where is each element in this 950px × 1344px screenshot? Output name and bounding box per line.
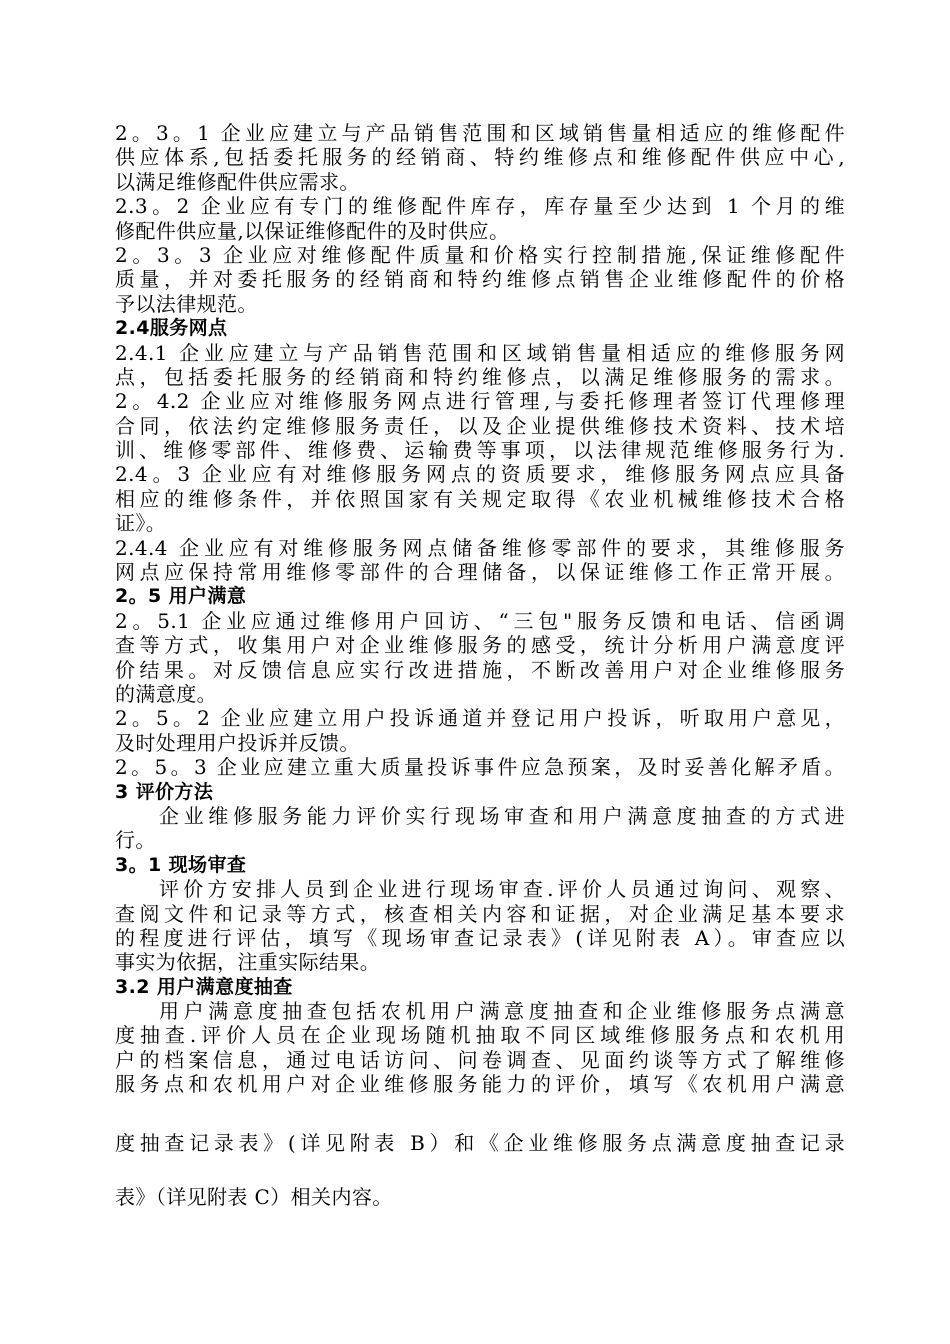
document-paragraph-line: 证》。 xyxy=(115,511,167,536)
section-heading: 3 评价方法 xyxy=(115,780,214,803)
document-paragraph-line: 的满意度。 xyxy=(115,681,217,706)
document-paragraph-line: 度抽查记录表》(详见附表 B）和《企业维修服务点满意度抽查记录 xyxy=(115,1131,845,1155)
section-heading: 3.2 用户满意度抽查 xyxy=(115,975,293,998)
document-paragraph-line: 的程度进行评估，填写《现场审查记录表》(详见附表 A）。审查应以 xyxy=(115,925,845,950)
document-paragraph-line: 企业维修服务能力评价实行现场审查和用户满意度抽查的方式进 xyxy=(159,803,845,828)
document-paragraph-line: 2.4.1 企业应建立与产品销售范围和区域销售量相适应的维修服务网 xyxy=(115,340,845,365)
section-heading: 3。1 现场审查 xyxy=(115,853,247,876)
document-paragraph-line: 2.4.4 企业应有对维修服务网点储备维修零部件的要求，其维修服务 xyxy=(115,535,845,560)
document-paragraph-line: 合同，依法约定维修服务责任，以及企业提供维修技术资料、技术培 xyxy=(115,413,845,438)
document-paragraph-line: 服务点和农机用户对企业维修服务能力的评价，填写《农机用户满意 xyxy=(115,1072,845,1097)
document-paragraph-line: 行。 xyxy=(115,828,156,853)
document-paragraph-line: 供应体系,包括委托服务的经销商、特约维修点和维修配件供应中心, xyxy=(115,145,845,170)
document-paragraph-line: 2。4.2 企业应对维修服务网点进行管理,与委托修理者签订代理修理 xyxy=(115,389,845,414)
document-paragraph-line: 2.3。2 企业应有专门的维修配件库存，库存量至少达到 1 个月的维 xyxy=(115,194,845,219)
document-paragraph-line: 户的档案信息，通过电话访问、问卷调查、见面约谈等方式了解维修 xyxy=(115,1047,845,1072)
document-paragraph-line: 以满足维修配件供应需求。 xyxy=(115,169,360,194)
document-paragraph-line: 表》（详见附表 C）相关内容。 xyxy=(115,1185,393,1209)
section-heading: 2。5 用户满意 xyxy=(115,585,247,608)
document-paragraph-line: 2。5.1 企业应通过维修用户回访、“三包"服务反馈和电话、信函调 xyxy=(115,608,845,633)
document-paragraph-line: 评价方安排人员到企业进行现场审查.评价人员通过询问、观察、 xyxy=(159,877,845,902)
document-paragraph-line: 质量，并对委托服务的经销商和特约维修点销售企业维修配件的价格 xyxy=(115,267,845,292)
document-paragraph-line: 用户满意度抽查包括农机用户满意度抽查和企业维修服务点满意 xyxy=(159,999,845,1024)
section-heading: 2.4服务网点 xyxy=(115,317,228,340)
document-paragraph-line: 2。5。2 企业应建立用户投诉通道并登记用户投诉，听取用户意见， xyxy=(115,706,845,731)
document-paragraph-line: 事实为依据，注重实际结果。 xyxy=(115,950,381,975)
document-paragraph-line: 予以法律规范。 xyxy=(115,291,258,316)
document-paragraph-line: 2。3。1 企业应建立与产品销售范围和区域销售量相适应的维修配件 xyxy=(115,121,845,145)
document-paragraph-line: 价结果。对反馈信息应实行改进措施，不断改善用户对企业维修服务 xyxy=(115,657,845,682)
document-body xyxy=(115,121,845,1097)
document-paragraph-line: 查等方式，收集用户对企业维修服务的感受，统计分析用户满意度评 xyxy=(115,633,845,658)
document-paragraph-line: 训、维修零部件、维修费、运输费等事项，以法律规范维修服务行为. xyxy=(115,438,845,463)
document-paragraph-line: 2.4。3 企业应有对维修服务网点的资质要求，维修服务网点应具备 xyxy=(115,462,845,487)
document-paragraph-line: 2。3。3 企业应对维修配件质量和价格实行控制措施,保证维修配件 xyxy=(115,242,845,267)
document-paragraph-line: 修配件供应量,以保证维修配件的及时供应。 xyxy=(115,218,510,243)
document-paragraph-line: 2。5。3 企业应建立重大质量投诉事件应急预案，及时妥善化解矛盾。 xyxy=(115,755,845,780)
document-paragraph-line: 相应的维修条件，并依照国家有关规定取得《农业机械维修技术合格 xyxy=(115,486,845,511)
document-paragraph-line: 查阅文件和记录等方式，核查相关内容和证据，对企业满足基本要求 xyxy=(115,901,845,926)
document-paragraph-line: 点，包括委托服务的经销商和特约维修点，以满足维修服务的需求。 xyxy=(115,364,845,389)
document-paragraph-line: 网点应保持常用维修零部件的合理储备，以保证维修工作正常开展。 xyxy=(115,560,845,585)
document-paragraph-line: 度抽查.评价人员在企业现场随机抽取不同区域维修服务点和农机用 xyxy=(115,1023,845,1048)
document-paragraph-line: 及时处理用户投诉并反馈。 xyxy=(115,730,360,755)
